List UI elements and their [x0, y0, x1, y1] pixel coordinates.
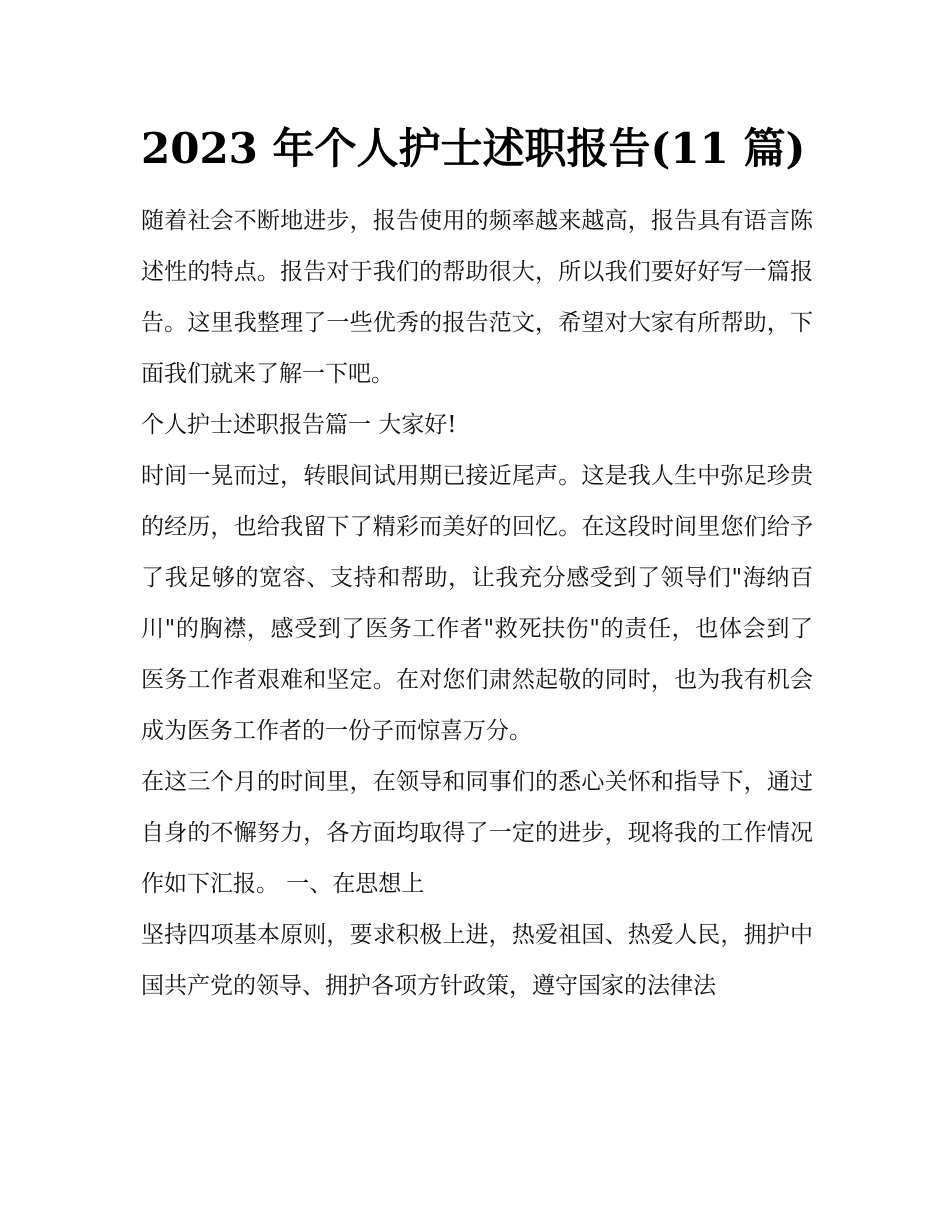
- document-page: [141, 112, 813, 1012]
- paragraph-experience: 时间一晃而过，转眼间试用期已接近尾声。这是我人生中弥足珍贵的经历，也给我留下了精彩而美好的回忆。在这段时间里您们给予了我足够的宽容、支持和帮助，让我充分感受到了领导们"海纳百川"的胸襟，感受到了医务工作者"救死扶伤"的责任，也体会到了医务工作者艰难和坚定。在对您们肃然起敬的同时，也为我有机会成为医务工作者的一份子而惊喜万分。: [141, 463, 813, 744]
- paragraph-ideology: 坚持四项基本原则，要求积极上进，热爱祖国、热爱人民，拥护中国共产党的领导、拥护各项方针政策，遵守国家的法律法: [141, 922, 813, 999]
- paragraph-summary: 在这三个月的时间里，在领导和同事们的悉心关怀和指导下，通过自身的不懈努力，各方面均取得了一定的进步，现将我的工作情况作如下汇报。 一、在思想上: [141, 769, 813, 897]
- document-title: 2023 年个人护士述职报告(11 篇): [141, 124, 806, 173]
- document-body: [141, 196, 813, 1012]
- paragraph-intro: 随着社会不断地进步，报告使用的频率越来越高，报告具有语言陈述性的特点。报告对于我们的帮助很大，所以我们要好好写一篇报告。这里我整理了一些优秀的报告范文，希望对大家有所帮助，下面我们就来了解一下吧。: [141, 208, 813, 387]
- paragraph-section-heading: 个人护士述职报告篇一 大家好!: [141, 412, 457, 438]
